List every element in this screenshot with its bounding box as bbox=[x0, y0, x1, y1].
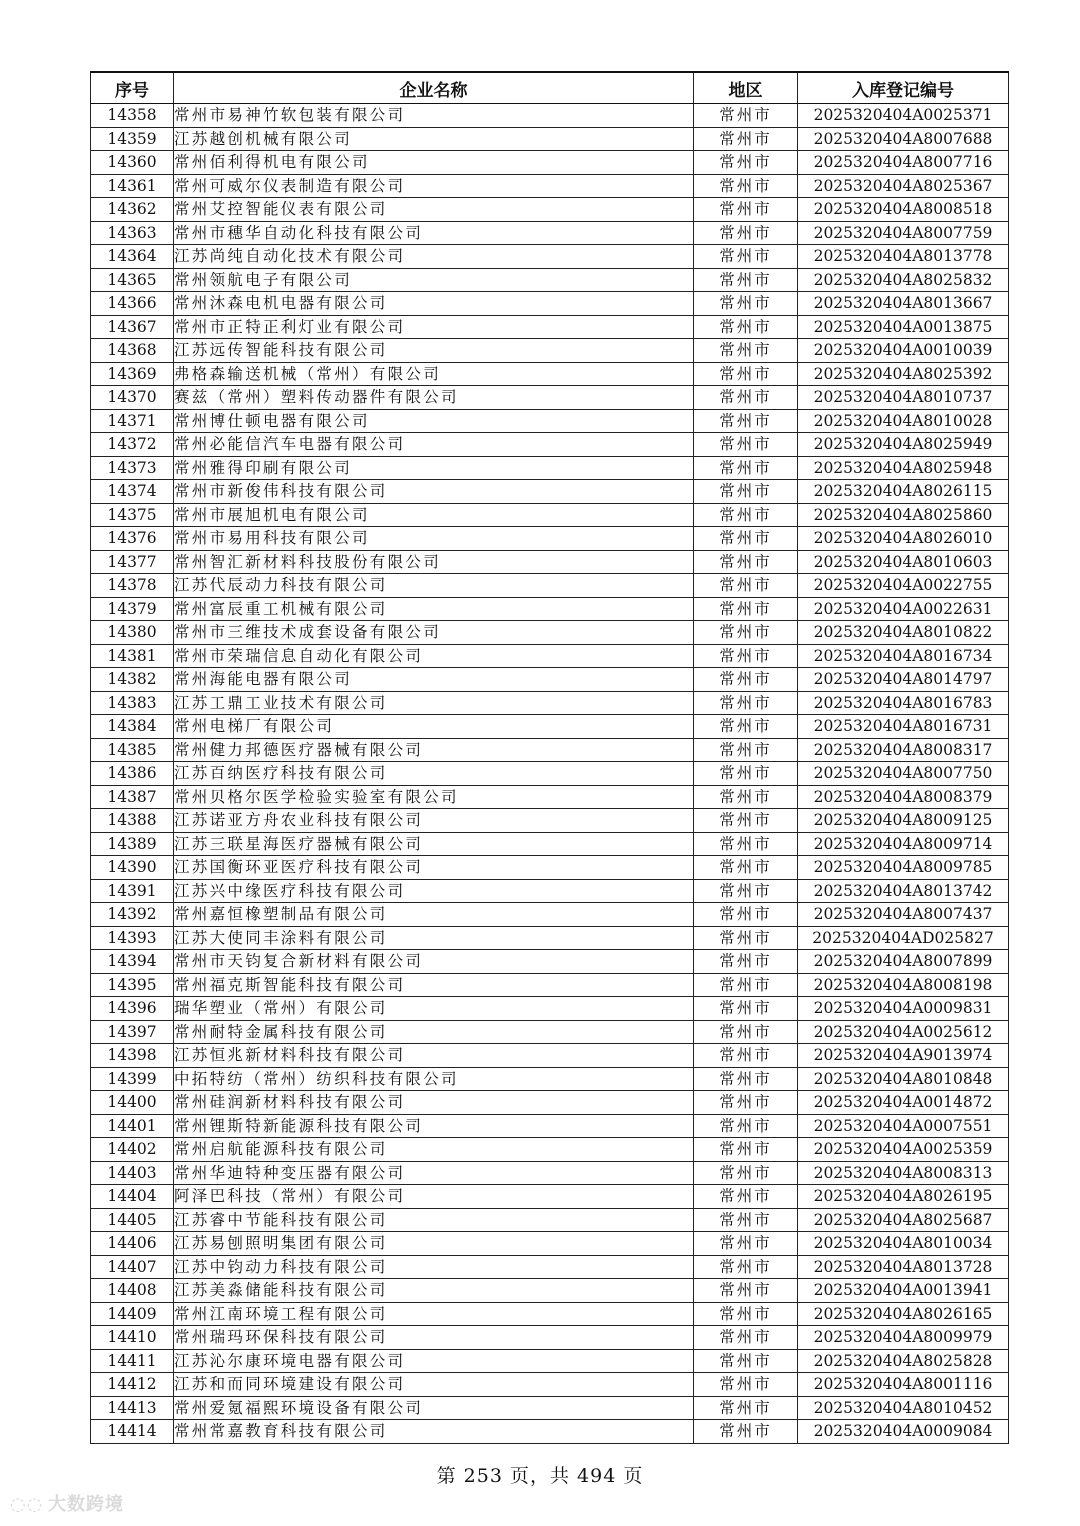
table-row bbox=[91, 926, 1009, 950]
company-name-cell: 江苏恒兆新材料科技有限公司 bbox=[174, 1044, 694, 1068]
table-row bbox=[91, 503, 1009, 527]
registration-code-cell: 2025320404A8008198 bbox=[798, 973, 1009, 997]
registration-code-cell: 2025320404A8009125 bbox=[798, 809, 1009, 833]
table-row bbox=[91, 574, 1009, 598]
serial-cell: 14399 bbox=[91, 1067, 174, 1091]
table-row bbox=[91, 809, 1009, 833]
registration-code-cell: 2025320404A8016783 bbox=[798, 691, 1009, 715]
company-name-cell: 江苏沁尔康环境电器有限公司 bbox=[174, 1349, 694, 1373]
registration-code-cell: 2025320404A8007688 bbox=[798, 127, 1009, 151]
company-name-cell: 常州瑞玛环保科技有限公司 bbox=[174, 1326, 694, 1350]
serial-cell: 14360 bbox=[91, 151, 174, 175]
serial-cell: 14407 bbox=[91, 1255, 174, 1279]
registration-code-cell: 2025320404A8007759 bbox=[798, 221, 1009, 245]
table-row bbox=[91, 1396, 1009, 1420]
company-name-cell: 常州沐森电机电器有限公司 bbox=[174, 292, 694, 316]
registration-code-cell: 2025320404A0025359 bbox=[798, 1138, 1009, 1162]
registration-code-cell: 2025320404A0013941 bbox=[798, 1279, 1009, 1303]
company-name-cell: 江苏远传智能科技有限公司 bbox=[174, 339, 694, 363]
company-name-cell: 中拓特纺（常州）纺织科技有限公司 bbox=[174, 1067, 694, 1091]
table-row bbox=[91, 1091, 1009, 1115]
region-cell: 常州市 bbox=[694, 268, 798, 292]
table-row bbox=[91, 362, 1009, 386]
table-row bbox=[91, 973, 1009, 997]
region-cell: 常州市 bbox=[694, 127, 798, 151]
region-cell: 常州市 bbox=[694, 785, 798, 809]
serial-cell: 14381 bbox=[91, 644, 174, 668]
registration-code-cell: 2025320404A8010848 bbox=[798, 1067, 1009, 1091]
watermark bbox=[10, 1490, 124, 1516]
company-name-cell: 常州雅得印刷有限公司 bbox=[174, 456, 694, 480]
serial-cell: 14404 bbox=[91, 1185, 174, 1209]
company-name-cell: 常州锂斯特新能源科技有限公司 bbox=[174, 1114, 694, 1138]
region-cell: 常州市 bbox=[694, 1420, 798, 1444]
region-cell: 常州市 bbox=[694, 339, 798, 363]
table-row bbox=[91, 1067, 1009, 1091]
table-row bbox=[91, 221, 1009, 245]
company-name-cell: 常州常嘉教育科技有限公司 bbox=[174, 1420, 694, 1444]
registration-code-cell: 2025320404A8013778 bbox=[798, 245, 1009, 269]
registration-code-cell: 2025320404A8010034 bbox=[798, 1232, 1009, 1256]
registration-code-cell: 2025320404A8025948 bbox=[798, 456, 1009, 480]
table-row bbox=[91, 738, 1009, 762]
region-cell: 常州市 bbox=[694, 715, 798, 739]
region-cell: 常州市 bbox=[694, 1185, 798, 1209]
table-row bbox=[91, 597, 1009, 621]
table-row bbox=[91, 151, 1009, 175]
serial-cell: 14392 bbox=[91, 903, 174, 927]
region-cell: 常州市 bbox=[694, 292, 798, 316]
table-row bbox=[91, 762, 1009, 786]
table-row bbox=[91, 832, 1009, 856]
table-row bbox=[91, 1279, 1009, 1303]
company-name-cell: 江苏代辰动力科技有限公司 bbox=[174, 574, 694, 598]
region-cell: 常州市 bbox=[694, 1091, 798, 1115]
region-cell: 常州市 bbox=[694, 574, 798, 598]
region-cell: 常州市 bbox=[694, 1138, 798, 1162]
region-cell: 常州市 bbox=[694, 856, 798, 880]
serial-cell: 14369 bbox=[91, 362, 174, 386]
serial-cell: 14364 bbox=[91, 245, 174, 269]
company-name-cell: 江苏和而同环境建设有限公司 bbox=[174, 1373, 694, 1397]
serial-cell: 14402 bbox=[91, 1138, 174, 1162]
registration-code-cell: 2025320404A8009979 bbox=[798, 1326, 1009, 1350]
company-name-cell: 常州市天钧复合新材料有限公司 bbox=[174, 950, 694, 974]
registration-code-cell: 2025320404A8009785 bbox=[798, 856, 1009, 880]
serial-cell: 14382 bbox=[91, 668, 174, 692]
company-name-cell: 常州市正特正利灯业有限公司 bbox=[174, 315, 694, 339]
company-name-cell: 江苏百纳医疗科技有限公司 bbox=[174, 762, 694, 786]
serial-cell: 14388 bbox=[91, 809, 174, 833]
region-cell: 常州市 bbox=[694, 409, 798, 433]
region-cell: 常州市 bbox=[694, 997, 798, 1021]
registration-code-cell: 2025320404A8025949 bbox=[798, 433, 1009, 457]
serial-cell: 14386 bbox=[91, 762, 174, 786]
registration-code-cell: 2025320404A8025392 bbox=[798, 362, 1009, 386]
serial-cell: 14411 bbox=[91, 1349, 174, 1373]
registration-code-cell: 2025320404A8007437 bbox=[798, 903, 1009, 927]
region-cell: 常州市 bbox=[694, 503, 798, 527]
company-name-cell: 常州嘉恒橡塑制品有限公司 bbox=[174, 903, 694, 927]
registration-code-cell: 2025320404A8007716 bbox=[798, 151, 1009, 175]
registration-code-cell: 2025320404A8025367 bbox=[798, 174, 1009, 198]
company-name-cell: 江苏睿中节能科技有限公司 bbox=[174, 1208, 694, 1232]
company-name-cell: 江苏工鼎工业技术有限公司 bbox=[174, 691, 694, 715]
serial-cell: 14414 bbox=[91, 1420, 174, 1444]
registration-code-cell: 2025320404A0025371 bbox=[798, 104, 1009, 128]
company-name-cell: 常州耐特金属科技有限公司 bbox=[174, 1020, 694, 1044]
serial-cell: 14377 bbox=[91, 550, 174, 574]
company-name-cell: 常州市穗华自动化科技有限公司 bbox=[174, 221, 694, 245]
registration-code-cell: 2025320404A0009831 bbox=[798, 997, 1009, 1021]
region-cell: 常州市 bbox=[694, 480, 798, 504]
registration-code-cell: 2025320404A0025612 bbox=[798, 1020, 1009, 1044]
registration-code-cell: 2025320404A8008313 bbox=[798, 1161, 1009, 1185]
serial-cell: 14380 bbox=[91, 621, 174, 645]
table-row bbox=[91, 1138, 1009, 1162]
region-cell: 常州市 bbox=[694, 668, 798, 692]
registration-code-cell: 2025320404A8013742 bbox=[798, 879, 1009, 903]
region-cell: 常州市 bbox=[694, 245, 798, 269]
registration-code-cell: 2025320404A8025832 bbox=[798, 268, 1009, 292]
table-row bbox=[91, 1044, 1009, 1068]
table-body bbox=[91, 104, 1009, 1444]
serial-cell: 14359 bbox=[91, 127, 174, 151]
serial-cell: 14395 bbox=[91, 973, 174, 997]
region-cell: 常州市 bbox=[694, 809, 798, 833]
serial-cell: 14376 bbox=[91, 527, 174, 551]
company-name-cell: 常州硅润新材料科技有限公司 bbox=[174, 1091, 694, 1115]
region-cell: 常州市 bbox=[694, 174, 798, 198]
region-cell: 常州市 bbox=[694, 1349, 798, 1373]
region-cell: 常州市 bbox=[694, 1279, 798, 1303]
region-cell: 常州市 bbox=[694, 104, 798, 128]
company-name-cell: 常州电梯厂有限公司 bbox=[174, 715, 694, 739]
serial-cell: 14389 bbox=[91, 832, 174, 856]
serial-cell: 14409 bbox=[91, 1302, 174, 1326]
serial-cell: 14366 bbox=[91, 292, 174, 316]
region-cell: 常州市 bbox=[694, 644, 798, 668]
serial-cell: 14400 bbox=[91, 1091, 174, 1115]
registration-code-cell: 2025320404A8026165 bbox=[798, 1302, 1009, 1326]
company-name-cell: 常州艾控智能仪表有限公司 bbox=[174, 198, 694, 222]
serial-cell: 14373 bbox=[91, 456, 174, 480]
table-row bbox=[91, 997, 1009, 1021]
serial-cell: 14378 bbox=[91, 574, 174, 598]
table-row bbox=[91, 245, 1009, 269]
table-row bbox=[91, 950, 1009, 974]
company-name-cell: 常州启航能源科技有限公司 bbox=[174, 1138, 694, 1162]
serial-cell: 14406 bbox=[91, 1232, 174, 1256]
table-row bbox=[91, 856, 1009, 880]
region-cell: 常州市 bbox=[694, 1373, 798, 1397]
table-row bbox=[91, 1349, 1009, 1373]
table-row bbox=[91, 644, 1009, 668]
table-row bbox=[91, 198, 1009, 222]
table-row bbox=[91, 1114, 1009, 1138]
table-row bbox=[91, 315, 1009, 339]
region-cell: 常州市 bbox=[694, 621, 798, 645]
serial-cell: 14371 bbox=[91, 409, 174, 433]
serial-cell: 14410 bbox=[91, 1326, 174, 1350]
region-cell: 常州市 bbox=[694, 926, 798, 950]
registration-code-cell: 2025320404A8008317 bbox=[798, 738, 1009, 762]
serial-cell: 14383 bbox=[91, 691, 174, 715]
registration-code-cell: 2025320404A8014797 bbox=[798, 668, 1009, 692]
table-row bbox=[91, 785, 1009, 809]
registration-code-cell: 2025320404A8025828 bbox=[798, 1349, 1009, 1373]
registration-code-cell: 2025320404A8026195 bbox=[798, 1185, 1009, 1209]
table-row bbox=[91, 433, 1009, 457]
serial-cell: 14413 bbox=[91, 1396, 174, 1420]
table-row bbox=[91, 879, 1009, 903]
page-number: 第 253 页，共 494 页 bbox=[436, 1465, 644, 1487]
region-cell: 常州市 bbox=[694, 386, 798, 410]
region-cell: 常州市 bbox=[694, 1020, 798, 1044]
company-name-cell: 瑞华塑业（常州）有限公司 bbox=[174, 997, 694, 1021]
region-cell: 常州市 bbox=[694, 198, 798, 222]
region-cell: 常州市 bbox=[694, 1044, 798, 1068]
region-cell: 常州市 bbox=[694, 762, 798, 786]
region-cell: 常州市 bbox=[694, 1326, 798, 1350]
company-name-cell: 江苏三联星海医疗器械有限公司 bbox=[174, 832, 694, 856]
company-name-cell: 江苏尚纯自动化技术有限公司 bbox=[174, 245, 694, 269]
table-header bbox=[91, 72, 1009, 104]
header-serial: 序号 bbox=[91, 72, 174, 104]
serial-cell: 14401 bbox=[91, 1114, 174, 1138]
serial-cell: 14384 bbox=[91, 715, 174, 739]
table-row bbox=[91, 668, 1009, 692]
registration-code-cell: 2025320404A0022755 bbox=[798, 574, 1009, 598]
serial-cell: 14390 bbox=[91, 856, 174, 880]
serial-cell: 14394 bbox=[91, 950, 174, 974]
registration-code-cell: 2025320404A8008379 bbox=[798, 785, 1009, 809]
registration-code-cell: 2025320404A8010603 bbox=[798, 550, 1009, 574]
table-row bbox=[91, 174, 1009, 198]
company-name-cell: 常州健力邦德医疗器械有限公司 bbox=[174, 738, 694, 762]
company-name-cell: 赛兹（常州）塑料传动器件有限公司 bbox=[174, 386, 694, 410]
serial-cell: 14397 bbox=[91, 1020, 174, 1044]
registration-code-cell: 2025320404A8013667 bbox=[798, 292, 1009, 316]
serial-cell: 14393 bbox=[91, 926, 174, 950]
serial-cell: 14375 bbox=[91, 503, 174, 527]
region-cell: 常州市 bbox=[694, 1255, 798, 1279]
serial-cell: 14391 bbox=[91, 879, 174, 903]
region-cell: 常州市 bbox=[694, 527, 798, 551]
registration-code-cell: 2025320404A8013728 bbox=[798, 1255, 1009, 1279]
table-row bbox=[91, 1420, 1009, 1444]
watermark-text: 大数跨境 bbox=[48, 1494, 124, 1515]
serial-cell: 14385 bbox=[91, 738, 174, 762]
registration-code-cell: 2025320404A8010452 bbox=[798, 1396, 1009, 1420]
company-name-cell: 江苏兴中缘医疗科技有限公司 bbox=[174, 879, 694, 903]
header-registration-code: 入库登记编号 bbox=[798, 72, 1009, 104]
registration-code-cell: 2025320404A8010028 bbox=[798, 409, 1009, 433]
header-region: 地区 bbox=[694, 72, 798, 104]
table-row bbox=[91, 691, 1009, 715]
table-row bbox=[91, 1232, 1009, 1256]
table-row bbox=[91, 1302, 1009, 1326]
region-cell: 常州市 bbox=[694, 1161, 798, 1185]
registration-code-cell: 2025320404A0007551 bbox=[798, 1114, 1009, 1138]
serial-cell: 14398 bbox=[91, 1044, 174, 1068]
company-name-cell: 阿泽巴科技（常州）有限公司 bbox=[174, 1185, 694, 1209]
company-name-cell: 常州必能信汽车电器有限公司 bbox=[174, 433, 694, 457]
table-row bbox=[91, 1208, 1009, 1232]
company-name-cell: 常州市展旭机电有限公司 bbox=[174, 503, 694, 527]
table-row bbox=[91, 409, 1009, 433]
table-row bbox=[91, 1185, 1009, 1209]
company-name-cell: 常州博仕顿电器有限公司 bbox=[174, 409, 694, 433]
company-name-cell: 常州贝格尔医学检验实验室有限公司 bbox=[174, 785, 694, 809]
table-row bbox=[91, 1326, 1009, 1350]
serial-cell: 14370 bbox=[91, 386, 174, 410]
registration-code-cell: 2025320404A8026115 bbox=[798, 480, 1009, 504]
registration-code-cell: 2025320404A8008518 bbox=[798, 198, 1009, 222]
company-name-cell: 江苏易刨照明集团有限公司 bbox=[174, 1232, 694, 1256]
company-name-cell: 江苏大使同丰涂料有限公司 bbox=[174, 926, 694, 950]
table-row bbox=[91, 550, 1009, 574]
company-name-cell: 常州华迪特种变压器有限公司 bbox=[174, 1161, 694, 1185]
registration-code-cell: 2025320404A0022631 bbox=[798, 597, 1009, 621]
serial-cell: 14396 bbox=[91, 997, 174, 1021]
table-row bbox=[91, 386, 1009, 410]
region-cell: 常州市 bbox=[694, 691, 798, 715]
company-name-cell: 江苏中钧动力科技有限公司 bbox=[174, 1255, 694, 1279]
registration-code-cell: 2025320404A8007750 bbox=[798, 762, 1009, 786]
company-name-cell: 常州富辰重工机械有限公司 bbox=[174, 597, 694, 621]
table-row bbox=[91, 903, 1009, 927]
serial-cell: 14403 bbox=[91, 1161, 174, 1185]
region-cell: 常州市 bbox=[694, 950, 798, 974]
serial-cell: 14372 bbox=[91, 433, 174, 457]
region-cell: 常州市 bbox=[694, 738, 798, 762]
region-cell: 常州市 bbox=[694, 597, 798, 621]
registration-code-cell: 2025320404A8016731 bbox=[798, 715, 1009, 739]
company-name-cell: 常州福克斯智能科技有限公司 bbox=[174, 973, 694, 997]
registration-code-cell: 2025320404A8026010 bbox=[798, 527, 1009, 551]
region-cell: 常州市 bbox=[694, 1232, 798, 1256]
chat-bubble-icon: ◌◌ bbox=[10, 1494, 44, 1515]
table-row bbox=[91, 268, 1009, 292]
region-cell: 常州市 bbox=[694, 1208, 798, 1232]
serial-cell: 14368 bbox=[91, 339, 174, 363]
table-row bbox=[91, 527, 1009, 551]
region-cell: 常州市 bbox=[694, 879, 798, 903]
header-row bbox=[91, 72, 1009, 104]
region-cell: 常州市 bbox=[694, 1302, 798, 1326]
registration-code-cell: 2025320404A9013974 bbox=[798, 1044, 1009, 1068]
registration-code-cell: 2025320404A0009084 bbox=[798, 1420, 1009, 1444]
registration-code-cell: 2025320404A8016734 bbox=[798, 644, 1009, 668]
company-name-cell: 常州海能电器有限公司 bbox=[174, 668, 694, 692]
company-name-cell: 江苏越创机械有限公司 bbox=[174, 127, 694, 151]
company-name-cell: 常州市新俊伟科技有限公司 bbox=[174, 480, 694, 504]
table-row bbox=[91, 621, 1009, 645]
company-name-cell: 常州可威尔仪表制造有限公司 bbox=[174, 174, 694, 198]
serial-cell: 14367 bbox=[91, 315, 174, 339]
company-name-cell: 常州爱氪福熙环境设备有限公司 bbox=[174, 1396, 694, 1420]
table-row bbox=[91, 104, 1009, 128]
company-name-cell: 江苏国衡环亚医疗科技有限公司 bbox=[174, 856, 694, 880]
header-company-name: 企业名称 bbox=[174, 72, 694, 104]
company-name-cell: 江苏美淼储能科技有限公司 bbox=[174, 1279, 694, 1303]
region-cell: 常州市 bbox=[694, 456, 798, 480]
registration-code-cell: 2025320404A0010039 bbox=[798, 339, 1009, 363]
registration-code-cell: 2025320404A0014872 bbox=[798, 1091, 1009, 1115]
region-cell: 常州市 bbox=[694, 1067, 798, 1091]
company-name-cell: 常州市荣瑞信息自动化有限公司 bbox=[174, 644, 694, 668]
table-row bbox=[91, 1373, 1009, 1397]
company-name-cell: 江苏诺亚方舟农业科技有限公司 bbox=[174, 809, 694, 833]
serial-cell: 14412 bbox=[91, 1373, 174, 1397]
region-cell: 常州市 bbox=[694, 973, 798, 997]
serial-cell: 14358 bbox=[91, 104, 174, 128]
serial-cell: 14405 bbox=[91, 1208, 174, 1232]
serial-cell: 14379 bbox=[91, 597, 174, 621]
registration-code-cell: 2025320404AD025827 bbox=[798, 926, 1009, 950]
registration-code-cell: 2025320404A8025687 bbox=[798, 1208, 1009, 1232]
table-row bbox=[91, 1020, 1009, 1044]
registration-code-cell: 2025320404A8025860 bbox=[798, 503, 1009, 527]
region-cell: 常州市 bbox=[694, 832, 798, 856]
enterprise-table bbox=[90, 71, 1009, 1444]
region-cell: 常州市 bbox=[694, 550, 798, 574]
registration-code-cell: 2025320404A8009714 bbox=[798, 832, 1009, 856]
region-cell: 常州市 bbox=[694, 151, 798, 175]
serial-cell: 14365 bbox=[91, 268, 174, 292]
company-name-cell: 常州市易神竹软包装有限公司 bbox=[174, 104, 694, 128]
serial-cell: 14374 bbox=[91, 480, 174, 504]
registration-code-cell: 2025320404A0013875 bbox=[798, 315, 1009, 339]
region-cell: 常州市 bbox=[694, 1396, 798, 1420]
table-row bbox=[91, 715, 1009, 739]
region-cell: 常州市 bbox=[694, 362, 798, 386]
table-row bbox=[91, 456, 1009, 480]
region-cell: 常州市 bbox=[694, 221, 798, 245]
region-cell: 常州市 bbox=[694, 433, 798, 457]
company-name-cell: 常州领航电子有限公司 bbox=[174, 268, 694, 292]
company-name-cell: 常州佰利得机电有限公司 bbox=[174, 151, 694, 175]
serial-cell: 14363 bbox=[91, 221, 174, 245]
table-row bbox=[91, 127, 1009, 151]
company-name-cell: 弗格森输送机械（常州）有限公司 bbox=[174, 362, 694, 386]
table-row bbox=[91, 292, 1009, 316]
table-row bbox=[91, 339, 1009, 363]
registration-code-cell: 2025320404A8010737 bbox=[798, 386, 1009, 410]
company-name-cell: 常州市三维技术成套设备有限公司 bbox=[174, 621, 694, 645]
company-name-cell: 常州江南环境工程有限公司 bbox=[174, 1302, 694, 1326]
serial-cell: 14387 bbox=[91, 785, 174, 809]
serial-cell: 14361 bbox=[91, 174, 174, 198]
region-cell: 常州市 bbox=[694, 903, 798, 927]
company-name-cell: 常州智汇新材料科技股份有限公司 bbox=[174, 550, 694, 574]
serial-cell: 14408 bbox=[91, 1279, 174, 1303]
registration-code-cell: 2025320404A8007899 bbox=[798, 950, 1009, 974]
table-row bbox=[91, 1255, 1009, 1279]
company-name-cell: 常州市易用科技有限公司 bbox=[174, 527, 694, 551]
registration-code-cell: 2025320404A8001116 bbox=[798, 1373, 1009, 1397]
region-cell: 常州市 bbox=[694, 315, 798, 339]
registration-code-cell: 2025320404A8010822 bbox=[798, 621, 1009, 645]
table-row bbox=[91, 480, 1009, 504]
table-row bbox=[91, 1161, 1009, 1185]
region-cell: 常州市 bbox=[694, 1114, 798, 1138]
serial-cell: 14362 bbox=[91, 198, 174, 222]
